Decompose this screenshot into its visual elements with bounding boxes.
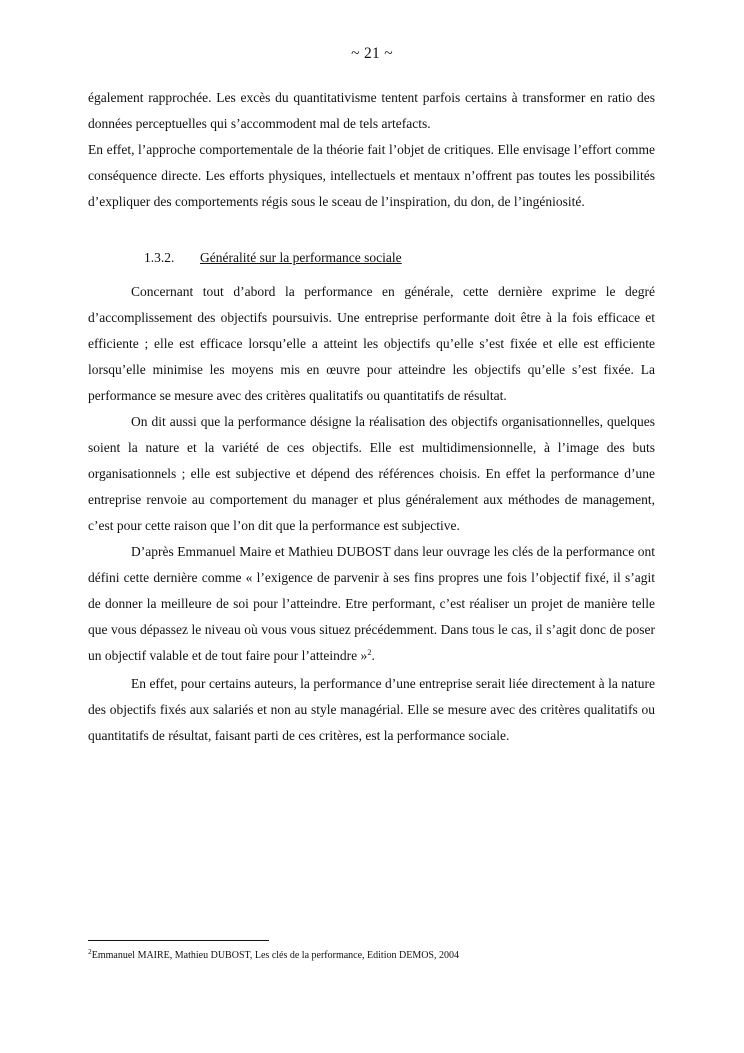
footnote-number: 2 <box>88 947 92 956</box>
intro-paragraph-1: également rapprochée. Les excès du quantitativisme tentent parfois certains à transformer en ratio des données perceptuelles qui s’accommodent mal de tels artefacts. <box>88 90 655 131</box>
quote-text: D’après Emmanuel Maire et Mathieu DUBOST dans leur ouvrage les clés de la performance ont défini cette dernière comme « l’exigence de parvenir à ses fins propres une fois l’objectif fixé, il s’agit de donner la meilleure de soi pour l’atteindre. Etre performant, c’est réaliser un projet de manière telle que vous dépassez le niveau où vous vous situez précédemment. Dans tous le cas, il s’agit donc de poser un objectif valable et de tout faire pour l’atteindre » <box>88 544 655 663</box>
paragraph-maire-dubost-quote <box>88 539 655 669</box>
footnote <box>88 949 655 963</box>
footnote-text: Emmanuel MAIRE, Mathieu DUBOST, Les clés de la performance, Edition DEMOS, 2004 <box>91 950 459 961</box>
paragraph-social-performance: En effet, pour certains auteurs, la performance d’une entreprise serait liée directement à la nature des objectifs fixés aux salariés et non au style managérial. Elle se mesure avec des critères qualitatifs ou quantitatifs de résultat, faisant parti de ces critères, est la performance sociale. <box>88 676 655 743</box>
paragraph-organisational-objectives: On dit aussi que la performance désigne la réalisation des objectifs organisationnelles, quelques soient la nature et la variété de ces objectifs. Elle est multidimensionnelle, à l’image des buts organisationnels ; elle est subjective et dépend des références choisis. En effet la performance d’une entreprise renvoie au comportement du manager et plus généralement aux méthodes de management, c’est pour cette raison que l’on dit que la performance est subjective. <box>88 414 655 533</box>
document-body <box>88 85 655 749</box>
footnote-reference[interactable]: 2 <box>367 647 372 657</box>
quote-end: . <box>371 648 375 663</box>
footnote-separator <box>88 940 269 941</box>
paragraph-performance-definition: Concernant tout d’abord la performance en générale, cette dernière exprime le degré d’accomplissement des objectifs poursuivis. Une entreprise performante doit être à la fois efficace et efficiente ; elle est efficace lorsqu’elle a atteint les objectifs qu’elle s’est fixée et elle est efficiente lorsqu’elle minimise les moyens mis en œuvre pour atteindre les objectifs qu’elle s’est fixée. La performance se mesure avec des critères qualitatifs ou quantitatifs de résultat. <box>88 284 655 403</box>
section-title: Généralité sur la performance sociale <box>200 250 402 265</box>
intro-paragraph-2: En effet, l’approche comportementale de la théorie fait l’objet de critiques. Elle envisage l’effort comme conséquence directe. Les efforts physiques, intellectuels et mentaux n’offrent pas toutes les possibilités d’expliquer des comportements régis sous le sceau de l’inspiration, du don, de l’ingéniosité. <box>88 142 655 209</box>
section-heading <box>88 245 655 271</box>
section-number: 1.3.2. <box>144 250 175 265</box>
page-number: ~ 21 ~ <box>351 45 393 62</box>
